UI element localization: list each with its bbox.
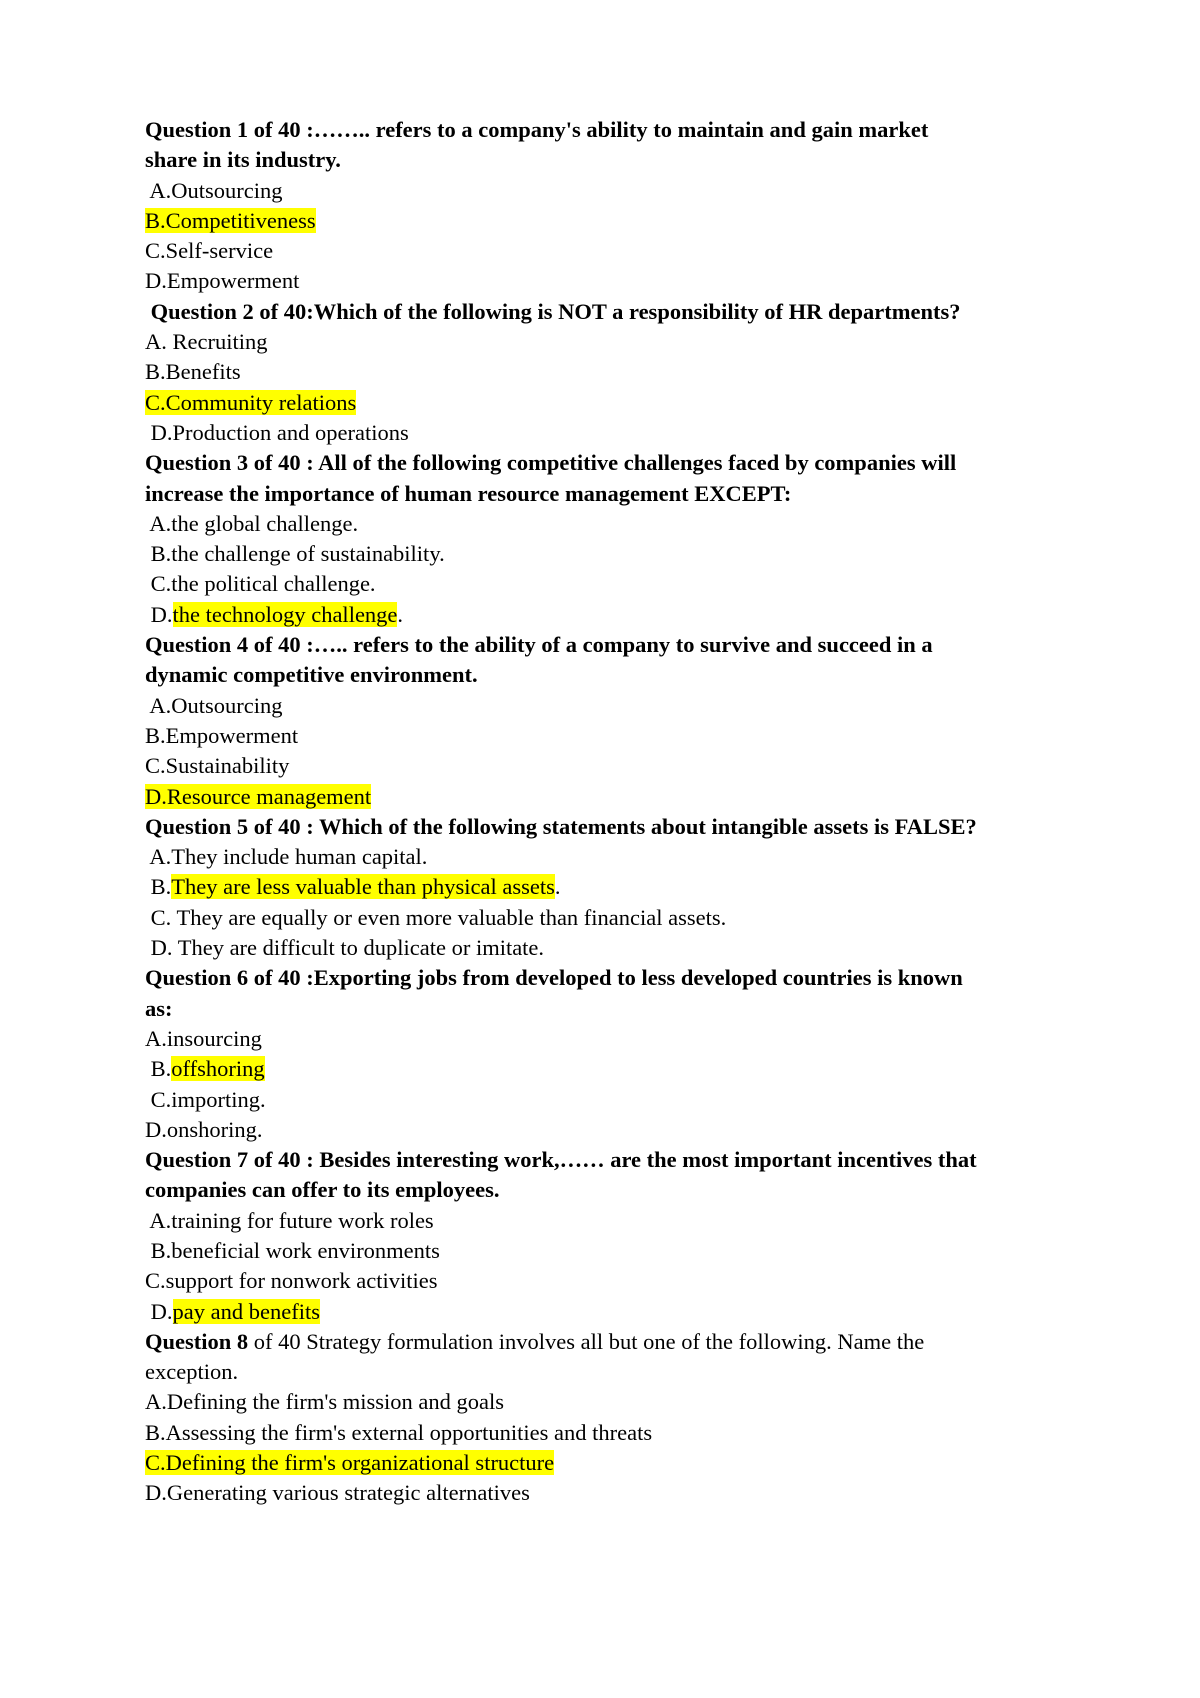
question-text: Question 6 of 40 :Exporting jobs from developed to less developed countries is known [145,965,963,991]
answer-option [145,418,1090,448]
option-text: the global challenge. [171,510,359,536]
option-letter: B. [145,1419,166,1445]
option-letter: B. [145,1056,172,1082]
answer-option [145,691,1090,721]
option-text: the political challenge. [171,571,376,597]
option-text: They are equally or even more valuable than financial assets. [176,904,727,930]
question-text: Question 5 of 40 : Which of the following statements about intangible assets is FALSE? [145,813,977,839]
option-text: beneficial work environments [171,1237,440,1263]
question-block [145,812,1090,963]
answer-option [145,1115,1090,1145]
option-letter: D. [145,419,173,445]
answer-option [145,903,1090,933]
answer-option [145,1387,1090,1417]
question-text: companies can offer to its employees. [145,1177,500,1203]
answer-option [145,1236,1090,1266]
option-text: Defining the firm's mission and goals [166,1389,505,1415]
option-letter: A. [145,1207,172,1233]
answer-highlight: They are less valuable than physical assets [171,874,555,900]
answer-option [145,1054,1090,1084]
option-text: the challenge of sustainability. [171,541,445,567]
answer-option [145,1024,1090,1054]
answer-option [145,1206,1090,1236]
answer-highlight: the technology challenge [172,601,398,627]
option-punctuation: . [554,874,561,900]
question-text: Question 2 of 40:Which of the following is NOT a responsibility of HR departments? [145,298,961,324]
option-text: Generating various strategic alternatives [166,1480,530,1506]
answer-highlight: C.Community relations [145,389,357,415]
answer-option [145,357,1090,387]
option-text: Recruiting [172,329,268,355]
option-letter: A. [145,329,173,355]
answer-option [145,1448,1090,1478]
option-text: B.Benefits [145,359,241,385]
answer-option [145,1266,1090,1296]
answer-option [145,206,1090,236]
answer-option [145,842,1090,872]
option-text: Outsourcing [171,692,283,718]
answer-option [145,1478,1090,1508]
option-letter: C. [145,1086,172,1112]
answer-highlight: offshoring [171,1056,265,1082]
option-letter: A. [145,1025,167,1051]
option-letter: D. [145,601,173,627]
option-letter: D. [145,1116,167,1142]
option-text: C.Sustainability [145,753,290,779]
option-letter: C. [145,571,172,597]
option-text: insourcing [166,1025,262,1051]
answer-option [145,600,1090,630]
answer-option [145,539,1090,569]
question-text: increase the importance of human resource management EXCEPT: [145,480,792,506]
option-letter: C. [145,1268,166,1294]
answer-option [145,1418,1090,1448]
answer-option [145,721,1090,751]
question-text: exception. [145,1359,239,1385]
answer-highlight: B.Competitiveness [145,207,316,233]
question-text: Question 1 of 40 :…….. refers to a company's ability to maintain and gain market [145,117,929,142]
question-block [145,963,1090,1145]
answer-option [145,509,1090,539]
question-block [145,630,1090,812]
option-text: C.Self-service [145,238,274,264]
answer-option [145,388,1090,418]
option-punctuation: . [397,601,404,627]
option-letter: A. [145,510,172,536]
option-letter: A. [145,177,172,203]
option-text: They are difficult to duplicate or imitate. [177,935,545,961]
option-text: support for nonwork activities [165,1268,438,1294]
answer-option [145,266,1090,296]
option-letter: B. [145,1237,172,1263]
answer-option [145,569,1090,599]
question-text: Question 4 of 40 :….. refers to the ability of a company to survive and succeed in a [145,632,933,658]
option-letter: C. [145,904,177,930]
question-text: share in its industry. [145,147,341,173]
option-letter: D. [145,935,178,961]
option-letter: D. [145,1298,173,1324]
question-block [145,448,1090,630]
option-letter: B. [145,874,172,900]
answer-option [145,751,1090,781]
answer-highlight: D.Resource management [145,783,372,809]
option-text: They include human capital. [171,844,428,870]
option-text: training for future work roles [171,1207,434,1233]
option-text: D.Empowerment [145,268,300,294]
question-text: Question 3 of 40 : All of the following competitive challenges faced by companies will [145,450,957,476]
question-text: Question 8 of 40 Strategy formulation involves all but one of the following. Name the [145,1328,925,1354]
option-text: Production and operations [172,419,409,445]
question-number: Question 8 [145,1328,249,1354]
option-text: Outsourcing [171,177,283,203]
option-letter: A. [145,844,172,870]
option-letter: B. [145,541,172,567]
answer-option [145,1297,1090,1327]
answer-option [145,236,1090,266]
question-text: Question 7 of 40 : Besides interesting work,…… are the most important incentives that [145,1147,977,1173]
question-block [145,115,1090,297]
question-block [145,1145,1090,1327]
question-text: dynamic competitive environment. [145,662,478,688]
option-letter: A. [145,692,172,718]
answer-highlight: C.Defining the firm's organizational structure [145,1450,555,1476]
option-text: onshoring. [166,1116,263,1142]
answer-option [145,176,1090,206]
question-block [145,1327,1090,1509]
option-text: Assessing the firm's external opportunities and threats [165,1419,653,1445]
question-block [145,297,1090,448]
option-letter: D. [145,1480,167,1506]
answer-highlight: pay and benefits [172,1298,320,1324]
answer-option [145,782,1090,812]
answer-option [145,933,1090,963]
answer-option [145,1085,1090,1115]
answer-option [145,327,1090,357]
question-text: as: [145,995,173,1021]
option-text: importing. [171,1086,266,1112]
option-letter: A. [145,1389,167,1415]
option-text: B.Empowerment [145,722,299,748]
answer-option [145,872,1090,902]
